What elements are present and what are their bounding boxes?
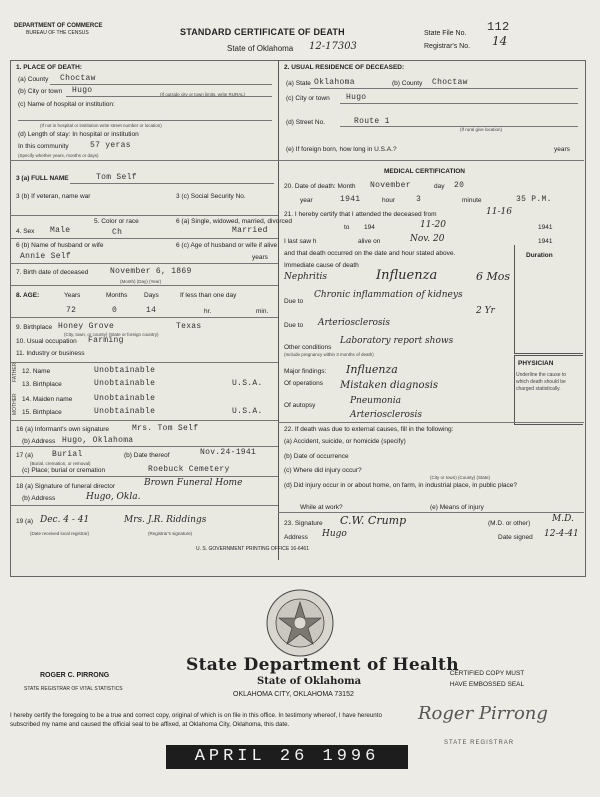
city-note: (If outside city or town limits, write RURAL): [160, 92, 246, 97]
father-side-label: FATHER: [12, 362, 18, 382]
filed-label: 19 (a): [16, 518, 33, 525]
mother-name: Unobtainable: [94, 394, 156, 403]
res-county: Choctaw: [432, 78, 468, 87]
birthplace-label: 9. Birthplace: [16, 324, 53, 331]
physician-note: Underline the cause to which death should be charged statistically.: [516, 372, 567, 392]
mother-side-label: MOTHER: [12, 393, 18, 415]
attended-label: 21. I hereby certify that I attended the deceased from: [284, 211, 437, 218]
operations-label: Of operations: [284, 380, 324, 387]
death-county: Choctaw: [60, 74, 96, 83]
stamp-number: 12-17303: [309, 41, 357, 52]
lab-report-note: Laboratory report shows: [340, 336, 454, 346]
res-state-label: (a) State: [286, 80, 311, 87]
marital-label: 6 (a) Single, widowed, married, divorced: [176, 218, 292, 225]
accident-label: (a) Accident, suicide, or homicide (specify): [284, 438, 406, 445]
printing-office: U. S. GOVERNMENT PRINTING OFFICE 16-6461: [196, 546, 309, 552]
findings-pneumonia: Pneumonia: [350, 396, 401, 406]
death-day: 20: [454, 181, 465, 190]
attended-from: 11-16: [486, 207, 512, 217]
findings-mistaken: Mistaken diagnosis: [340, 380, 439, 391]
color: Ch: [112, 228, 123, 237]
community-label: In this community: [18, 143, 69, 150]
father-name: Unobtainable: [94, 366, 156, 375]
last-saw-label: I last saw h: [284, 238, 317, 245]
occupation-label: 10. Usual occupation: [16, 338, 77, 345]
rule: [10, 215, 278, 216]
md-label: (M.D. or other): [488, 520, 531, 527]
department-of-health-title: State Department of Health: [186, 655, 459, 675]
age-days-head: Days: [144, 292, 159, 299]
cause-duration: 6 Mos: [476, 270, 511, 283]
birthplace-state: Texas: [176, 322, 202, 331]
death-day-label: day: [434, 183, 445, 190]
filed-note: (Date received local registrar): [30, 531, 90, 536]
rule: [340, 103, 578, 104]
birth-date-note: (Month) (Day) (Year): [120, 279, 162, 284]
rule: [70, 183, 274, 184]
duration-column: [514, 245, 583, 354]
occupation: Farming: [88, 336, 124, 345]
rule: [10, 238, 278, 239]
institution-note: (If not in hospital or institution write street number or location): [40, 123, 162, 128]
foreign-born-label: (e) If foreign born, how long in U.S.A.?: [286, 146, 397, 153]
mother-birthplace: Unobtainable: [94, 407, 156, 416]
department-header: [14, 23, 109, 36]
attended-year-b: 1941: [538, 224, 553, 231]
registrar-number: 14: [492, 34, 508, 48]
res-street-note: (If rural give location): [460, 127, 503, 132]
residence-heading: 2. USUAL RESIDENCE OF DECEASED:: [284, 64, 405, 71]
age-label: 8. AGE:: [16, 292, 40, 299]
medical-heading: MEDICAL CERTIFICATION: [384, 168, 466, 175]
cause-prefix: Nephritis: [284, 272, 328, 282]
immediate-cause: Influenza: [376, 268, 438, 283]
certificate-title: STANDARD CERTIFICATE OF DEATH: [180, 27, 345, 37]
age-months-head: Months: [106, 292, 128, 299]
rule: [10, 263, 278, 264]
alive-on-label: alive on: [358, 238, 381, 245]
date-signed-label: Date signed: [498, 534, 533, 541]
means-of-injury-label: (e) Means of injury: [430, 504, 484, 511]
state-registrar-name: ROGER C. PIRRONG: [40, 672, 110, 679]
burial-note: (Burial, cremation, or removal): [30, 461, 91, 466]
color-label: 5. Color or race: [94, 218, 139, 225]
age-days: 14: [146, 306, 157, 315]
certified-copy-notice: [432, 668, 542, 690]
mother-name-label: 14. Maiden name: [22, 396, 73, 403]
age-years-head: Years: [64, 292, 81, 299]
bureau-name: BUREAU OF THE CENSUS: [26, 30, 89, 36]
mother-birthplace-label: 15. Birthplace: [22, 409, 62, 416]
informant-name: Mrs. Tom Self: [132, 424, 199, 433]
social-security-label: 3 (c) Social Security No.: [176, 193, 246, 200]
rule: [10, 446, 278, 447]
section-divider: [10, 160, 584, 161]
rule: [10, 362, 278, 363]
veteran-label: 3 (b) If veteran, name war: [16, 193, 91, 200]
attended-to-label: to: [344, 224, 350, 231]
burial-method: Burial: [52, 450, 83, 459]
registrar-number-label: Registrar's No.: [424, 43, 471, 50]
attended-year-a: 194: [364, 224, 375, 231]
funeral-director-label: 18 (a) Signature of funeral director: [16, 483, 115, 490]
rule: [10, 420, 278, 421]
full-name-label: 3 (a) FULL NAME: [16, 175, 69, 182]
stay-note: (Specify whether years, months or days): [18, 153, 99, 158]
last-seen-year: 1941: [538, 238, 553, 245]
registrar-signature-script: Roger Pirrong: [418, 703, 548, 724]
place-of-death-heading: 1. PLACE OF DEATH:: [16, 64, 82, 71]
registrar-sig-note: (Registrar's signature): [148, 531, 193, 536]
birth-date-label: 7. Birth date of deceased: [16, 269, 89, 276]
rule: [278, 422, 584, 423]
issue-date-stamp: APRIL 26 1996: [166, 745, 408, 769]
city-label: (b) City or town: [18, 88, 63, 95]
certification-text: I hereby certify the foregoing to be a true and correct copy, original of which is on file in this office. In testimony whereof, I have hereunto subscribed my name and caused the official seal to be affixed, at Oklahoma City, Oklahoma, this date.: [10, 712, 382, 728]
occurrence-label: (b) Date of occurrence: [284, 453, 349, 460]
state-registrar-signature: [412, 703, 562, 743]
oklahoma-city-address: OKLAHOMA CITY, OKLAHOMA 73152: [233, 691, 354, 698]
state-line: State of Oklahoma: [227, 44, 294, 53]
column-divider: [278, 60, 279, 560]
burial-place: Roebuck Cemetery: [148, 465, 230, 474]
while-at-work-label: While at work?: [300, 504, 343, 511]
res-state: Oklahoma: [314, 78, 355, 87]
length-of-stay-label: (d) Length of stay: In hospital or institution: [18, 131, 139, 138]
state-seal-icon: [265, 588, 335, 658]
res-county-label: (b) County: [392, 80, 423, 87]
spouse-age-label: 6 (c) Age of husband or wife if alive: [176, 242, 278, 249]
res-city-label: (c) City or town: [286, 95, 330, 102]
cause-secondary: Chronic inflammation of kidneys: [314, 290, 463, 300]
birthplace-city: Honey Grove: [58, 322, 115, 331]
rule: [10, 476, 278, 477]
physician-label: PHYSICIAN: [518, 360, 554, 367]
registrar-signature-title: STATE REGISTRAR: [444, 740, 515, 746]
funeral-director: Brown Funeral Home: [144, 478, 243, 488]
burial-place-label: (c) Place; burial or cremation: [22, 467, 106, 474]
injury-premises-label: (d) Did injury occur in or about home, on farm, in industrial place, in public place?: [284, 482, 518, 489]
burial-label: 17 (a): [16, 452, 33, 459]
injury-where-note: (City or town) (County) (State): [430, 475, 491, 480]
birth-date: November 6, 1869: [110, 267, 192, 276]
rule: [310, 88, 578, 89]
death-hour: 3: [416, 195, 422, 204]
county-label: (a) County: [18, 76, 49, 83]
last-seen: Nov. 20: [410, 234, 445, 244]
father-birthplace-state: U.S.A.: [232, 379, 263, 388]
state-registrar-title: STATE REGISTRAR OF VITAL STATISTICS: [24, 686, 123, 692]
age-years: 72: [66, 306, 77, 315]
full-name: Tom Self: [96, 173, 137, 182]
death-city: Hugo: [72, 86, 93, 95]
registrar-signature: Mrs. J.R. Riddings: [124, 515, 207, 525]
date-signed: 12-4-41: [544, 529, 579, 539]
mother-birthplace-state: U.S.A.: [232, 407, 263, 416]
cause-tertiary: Arteriosclerosis: [318, 318, 391, 328]
certified-copy-line2: HAVE EMBOSSED SEAL: [449, 681, 525, 688]
burial-date-label: (b) Date thereof: [124, 452, 170, 459]
findings-arteriosclerosis: Arteriosclerosis: [350, 410, 423, 420]
spouse-label: 6 (b) Name of husband or wife: [16, 242, 104, 249]
rule: [10, 317, 278, 318]
marital-status: Married: [232, 226, 268, 235]
age-hr-label: hr.: [204, 308, 212, 315]
duration-label: Duration: [526, 252, 553, 259]
spouse-name: Annie Self: [20, 252, 72, 261]
res-city: Hugo: [346, 93, 367, 102]
father-name-label: 12. Name: [22, 368, 51, 375]
major-findings-label: Major findings:: [284, 368, 327, 375]
informant-address: Hugo, Oklahoma: [62, 436, 134, 445]
community-stay: 57 yeras: [90, 141, 131, 150]
burial-date: Nov.24-1941: [200, 448, 257, 457]
death-hour-label: hour: [382, 197, 396, 204]
rule: [10, 505, 278, 506]
date-of-death-label: 20. Date of death: Month: [284, 183, 356, 190]
rule: [10, 285, 278, 286]
due-to-label-1: Due to: [284, 298, 304, 305]
age-min-label: min.: [256, 308, 269, 315]
less-than-day-label: If less than one day: [180, 292, 237, 299]
other-conditions-label: Other conditions: [284, 344, 332, 351]
external-causes-label: 22. If death was due to external causes, fill in the following:: [284, 426, 454, 433]
rule: [340, 126, 578, 127]
injury-where-label: (c) Where did injury occur?: [284, 467, 362, 474]
certified-copy-line1: CERTIFIED COPY MUST: [449, 670, 525, 677]
birthplace-note: (City, town, or county) (State or foreign country): [64, 332, 159, 337]
rule: [18, 120, 272, 121]
of-autopsy-label: Of autopsy: [284, 402, 316, 409]
death-minute-label: minute: [462, 197, 482, 204]
rule: [66, 96, 272, 97]
state-file-number: 112: [487, 20, 510, 34]
institution-label: (c) Name of hospital or institution:: [18, 101, 115, 108]
res-street: Route 1: [354, 117, 390, 126]
res-street-label: (d) Street No.: [286, 119, 326, 126]
death-year-label: year: [300, 197, 313, 204]
findings-influenza: Influenza: [346, 363, 398, 376]
other-conditions-note: (Include pregnancy within 3 months of death): [284, 352, 374, 357]
physician-address-label: Address: [284, 534, 308, 541]
informant-label: 16 (a) Informant's own signature: [16, 426, 110, 433]
filed-date: Dec. 4 - 41: [40, 515, 90, 525]
death-month: November: [370, 181, 411, 190]
md-value: M.D.: [552, 514, 574, 524]
foreign-years-label: years: [554, 146, 570, 153]
father-birthplace-label: 13. Birthplace: [22, 381, 62, 388]
informant-address-label: (b) Address: [22, 438, 56, 445]
funeral-address-label: (b) Address: [22, 495, 56, 502]
sex-label: 4. Sex: [16, 228, 35, 235]
that-death-label: and that death occurred on the date and hour stated above.: [284, 250, 456, 257]
rule: [50, 84, 272, 85]
age-months: 0: [112, 306, 118, 315]
state-file-label: State File No.: [424, 30, 467, 37]
death-minute: 35 P.M.: [516, 195, 552, 204]
sex: Male: [50, 226, 71, 235]
due-to-label-2: Due to: [284, 322, 304, 329]
attended-to: 11-20: [420, 220, 446, 230]
physician-signature: C.W. Crump: [340, 514, 407, 527]
death-year: 1941: [340, 195, 361, 204]
cause-secondary-duration: 2 Yr: [476, 306, 495, 316]
immediate-cause-label: Immediate cause of death: [284, 262, 359, 269]
industry-label: 11. Industry or business: [16, 350, 85, 357]
department-name: DEPARTMENT OF COMMERCE: [14, 23, 103, 29]
father-birthplace: Unobtainable: [94, 379, 156, 388]
rule: [278, 512, 584, 513]
funeral-address: Hugo, Okla.: [86, 492, 141, 502]
signature-label: 23. Signature: [284, 520, 323, 527]
physician-address: Hugo: [322, 529, 347, 539]
state-of-oklahoma: State of Oklahoma: [257, 676, 362, 687]
spouse-age-years: years: [252, 254, 268, 261]
